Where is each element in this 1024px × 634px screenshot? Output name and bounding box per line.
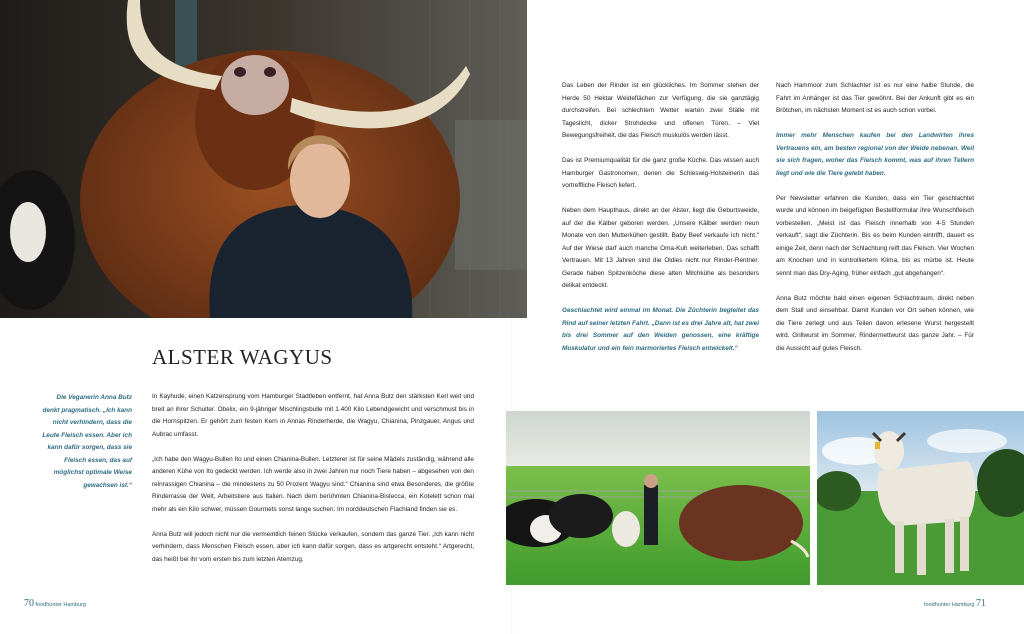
herd-pasture-photo bbox=[506, 411, 810, 585]
body-paragraph: In Kayhude, einen Katzensprung vom Hamburger Stadtleben entfernt, hat Anna Butz den stärksten Kerl weit und breit an ihrer Schulter. Obelix, ein 9-jähriger Mischlingsbulle mit 1.400 Kilo Lebendgewicht und verschmust bis in die Hornspitzen. Er gehört zum festen Kern in Annas Rinderherde, die Wagyu, Chianina, Pinzgauer, Angus und Aubrac umfasst. bbox=[152, 393, 474, 438]
left-body-text bbox=[152, 391, 474, 579]
article-headline: ALSTER WAGYUS bbox=[152, 345, 333, 369]
body-paragraph: Neben dem Haupthaus, direkt an der Alster, liegt die Geburtsweide, auf der die Kälber geboren werden. „Unsere Kälber werden neun Monate von den Mutterkühen gestillt. Baby Beef verkaufe ich nicht.“ Auf der Wiese darf auch manche Oma-Kuh weiterleben. Das schafft Vertrauen. Mit 13 Jahren sind die Oldies nicht nur Rinder-Rentner. Gerade haben Spitzenköche diese alten Milchkühe als besonders delikat entdeckt. bbox=[562, 207, 759, 289]
hero-photo bbox=[0, 0, 527, 318]
right-text-column bbox=[776, 80, 974, 368]
body-paragraph: „Ich habe den Wagyu-Bullen Ito und einen Chianina-Bullen. Letzterer ist für seine Mädels zuständig, während alle anderen Kühe von Ito gedeckt werden. Ich werde also in zwei Jahren nur noch Tiere haben – abgesehen von den reinrassigen Chianina – die mindestens zu 50 Prozent Wagyu sind.“ Chianina sind etwa Besonderes, die größte Rinderrasse der Welt, Arbeitstiere aus Italien. Nach dem berühmten Chianina-Bistecca, ein Kotelett schon mal mehr als ein Kilo schwer, müssen Gourmets sonst lange suchen. Im norddeutschen Flachland finden sie es. bbox=[152, 455, 474, 513]
folio-right bbox=[924, 598, 986, 609]
middle-text-column bbox=[562, 80, 759, 368]
page-number: 70 bbox=[24, 598, 34, 609]
pull-quote-paragraph: Geschlachtet wird einmal im Monat. Die Züchterin begleitet das Rind auf seiner letzten Fahrt. „Dann ist es drei Jahre alt, hat zwei bis drei Sommer auf den Weiden genossen, eine kräftige Muskulatur und ein fein marmoriertes Fleisch entwickelt.“ bbox=[562, 307, 759, 352]
white-cow-photo bbox=[817, 411, 1024, 585]
side-pull-quote: Die Veganerin Anna Butz denkt pragmatisch. „Ich kann nicht verhindern, dass die Leute Fleisch essen. Aber ich kann dafür sorgen, dass sie Fleisch essen, das auf möglichst optimale Weise gewachsen ist.“ bbox=[42, 394, 132, 489]
page-number: 71 bbox=[975, 598, 986, 609]
body-paragraph: Per Newsletter erfahren die Kunden, dass ein Tier geschlachtet wurde und können im beigefügten Bestellformular ihre Wunschfleisch vorbestellen. „Meist ist das Fleisch innerhalb von 4-5 Stunden verkauft“, sagt die Züchterin. Bis es beim Kunden eintrifft, dauert es einige Zeit, denn nach der Schlachtung reift das Fleisch. Vier Wochen am Knochen und in kontrolliertem Klima, bis es mürbe ist. Heute sennt man das Dry-Aging, früher einfach „gut abgehangen“. bbox=[776, 194, 974, 277]
body-paragraph: Nach Hammoor zum Schlachter ist es nur eine halbe Stunde, die Fahrt im Anhänger ist das Tier gewöhnt. Bei der Ankunft gibt es ein Brötchen, im nächsten Moment ist es auch schon vorbei. bbox=[776, 82, 974, 114]
folio-label: foodhunter Hamburg bbox=[35, 602, 86, 608]
body-paragraph: Anna Butz will jedoch nicht nur die vermeintlich feinen Stücke verkaufen, sondern das ganze Tier. „Ich kann nicht verhindern, dass Menschen Fleisch essen, aber ich kann dafür sorgen, dass es artgerecht entsteht.“ Artgerecht, das heißt bei ihr vom ersten bis zum letzten Atemzug. bbox=[152, 530, 474, 563]
body-paragraph: Anna Butz möchte bald einen eigenen Schlachtraum, direkt neben dem Stall und einsehbar. Damit Kunden vor Ort sehen können, wie die Tiere zerlegt und aus Teilen davon erlesene Wurst hergestellt wird. Grillwurst im Sommer, Rindermettwurst das ganze Jahr. – Für die Aussicht auf gutes Fleisch. bbox=[776, 294, 974, 352]
body-paragraph: Das ist Premiumqualität für die ganz große Küche. Das wissen auch Hamburger Gastronomen, denen die Schleswig-Holsteinerin das vortreffliche Fleisch liefert. bbox=[562, 157, 759, 189]
folio-label: foodhunter Hamburg bbox=[924, 602, 975, 608]
folio-left bbox=[24, 598, 86, 609]
pull-quote-paragraph: Immer mehr Menschen kaufen bei den Landwirten ihres Vertrauens ein, am besten regional von der Weide nebenan. Weil sie sich fragen, woher das Fleisch kommt, was auf ihren Tellern liegt und wie die Tiere gelebt haben. bbox=[776, 132, 974, 177]
body-paragraph: Das Leben der Rinder ist ein glückliches. Im Sommer stehen der Herde 50 Hektar Weideflächen zur Verfügung, die sie ganztägig durchstreifen. Bei schlechtem Wetter warten zwei Ställe mit Tageslicht, dicker Strohdecke und offenen Türen. – Viel Bewegungsfreiheit, die das Fleisch muskulös werden lässt. bbox=[562, 82, 759, 139]
